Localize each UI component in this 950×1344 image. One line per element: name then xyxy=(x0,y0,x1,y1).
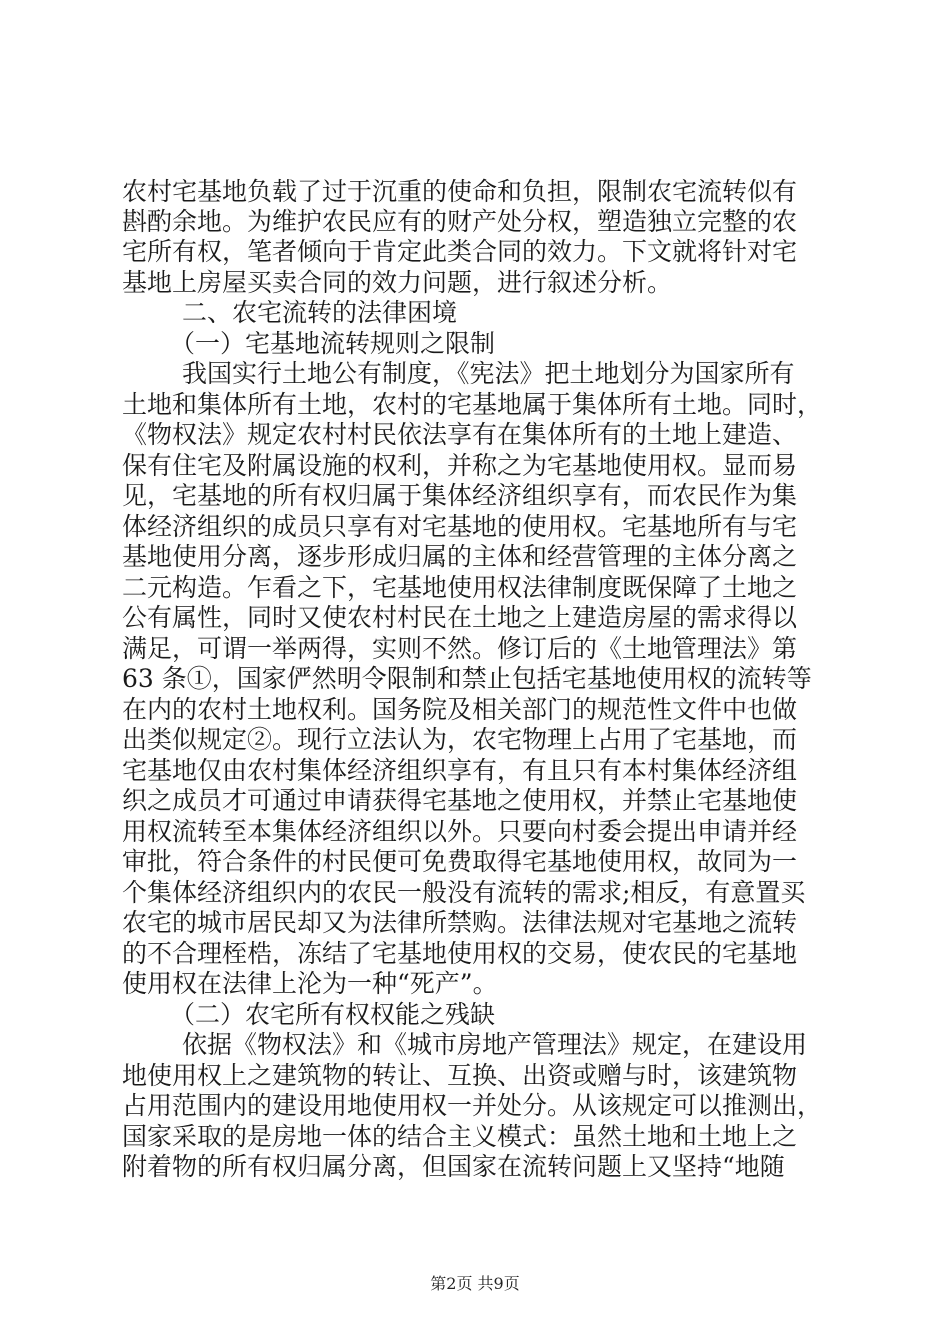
section-heading: 二、农宅流转的法律困境 xyxy=(182,298,458,327)
body-line: 个集体经济组织内的农民一般没有流转的需求;相反，有意置买 xyxy=(122,878,806,907)
body-line: 见，宅基地的所有权归属于集体经济组织享有，而农民作为集 xyxy=(122,481,798,510)
body-line: 土地和集体所有土地，农村的宅基地属于集体所有土地。同时， xyxy=(122,390,823,419)
body-line: 公有属性，同时又使农村村民在土地之上建造房屋的需求得以 xyxy=(122,603,798,632)
body-line: 斟酌余地。为维护农民应有的财产处分权，塑造独立完整的农 xyxy=(122,207,798,236)
body-line: 《物权法》规定农村村民依法享有在集体所有的土地上建造、 xyxy=(122,420,798,449)
body-line: 满足，可谓一举两得，实则不然。修订后的《土地管理法》第 xyxy=(122,634,798,663)
body-line: 国家采取的是房地一体的结合主义模式：虽然土地和土地上之 xyxy=(122,1122,798,1151)
body-line: 依据《物权法》和《城市房地产管理法》规定，在建设用 xyxy=(182,1030,808,1059)
body-line: 用权流转至本集体经济组织以外。只要向村委会提出申请并经 xyxy=(122,817,798,846)
body-line: 在内的农村土地权利。国务院及相关部门的规范性文件中也做 xyxy=(122,695,798,724)
body-line: 织之成员才可通过申请获得宅基地之使用权，并禁止宅基地使 xyxy=(122,786,798,815)
body-line: 我国实行土地公有制度，《宪法》把土地划分为国家所有 xyxy=(182,359,795,388)
body-line: 审批，符合条件的村民便可免费取得宅基地使用权，故同为一 xyxy=(122,847,798,876)
body-line: 保有住宅及附属设施的权利，并称之为宅基地使用权。显而易 xyxy=(122,451,798,480)
body-line: 基地上房屋买卖合同的效力问题，进行叙述分析。 xyxy=(122,268,673,297)
body-line: 附着物的所有权归属分离，但国家在流转问题上又坚持“地随 xyxy=(122,1152,785,1181)
body-line: 农村宅基地负载了过于沉重的使命和负担，限制农宅流转似有 xyxy=(122,177,798,206)
page-number-footer: 第2页 共9页 xyxy=(430,1274,520,1293)
body-line: 占用范围内的建设用地使用权一并处分。从该规定可以推测出， xyxy=(122,1091,823,1120)
body-line: 使用权在法律上沦为一种“死产”。 xyxy=(122,969,498,998)
body-line: 体经济组织的成员只享有对宅基地的使用权。宅基地所有与宅 xyxy=(122,512,798,541)
body-line: 63 条①，国家俨然明令限制和禁止包括宅基地使用权的流转等 xyxy=(122,664,812,693)
body-line: 的不合理桎梏，冻结了宅基地使用权的交易，使农民的宅基地 xyxy=(122,939,798,968)
subsection-heading: （一）宅基地流转规则之限制 xyxy=(170,329,496,358)
body-line: 宅所有权，笔者倾向于肯定此类合同的效力。下文就将针对宅 xyxy=(122,237,798,266)
body-line: 基地使用分离，逐步形成归属的主体和经营管理的主体分离之 xyxy=(122,542,798,571)
subsection-heading: （二）农宅所有权权能之残缺 xyxy=(170,1000,496,1029)
body-line: 宅基地仅由农村集体经济组织享有，有且只有本村集体经济组 xyxy=(122,756,798,785)
body-line: 出类似规定②。现行立法认为，农宅物理上占用了宅基地，而 xyxy=(122,725,798,754)
body-line: 地使用权上之建筑物的转让、互换、出资或赠与时，该建筑物 xyxy=(122,1061,798,1090)
body-line: 二元构造。乍看之下，宅基地使用权法律制度既保障了土地之 xyxy=(122,573,798,602)
body-line: 农宅的城市居民却又为法律所禁购。法律法规对宅基地之流转 xyxy=(122,908,798,937)
